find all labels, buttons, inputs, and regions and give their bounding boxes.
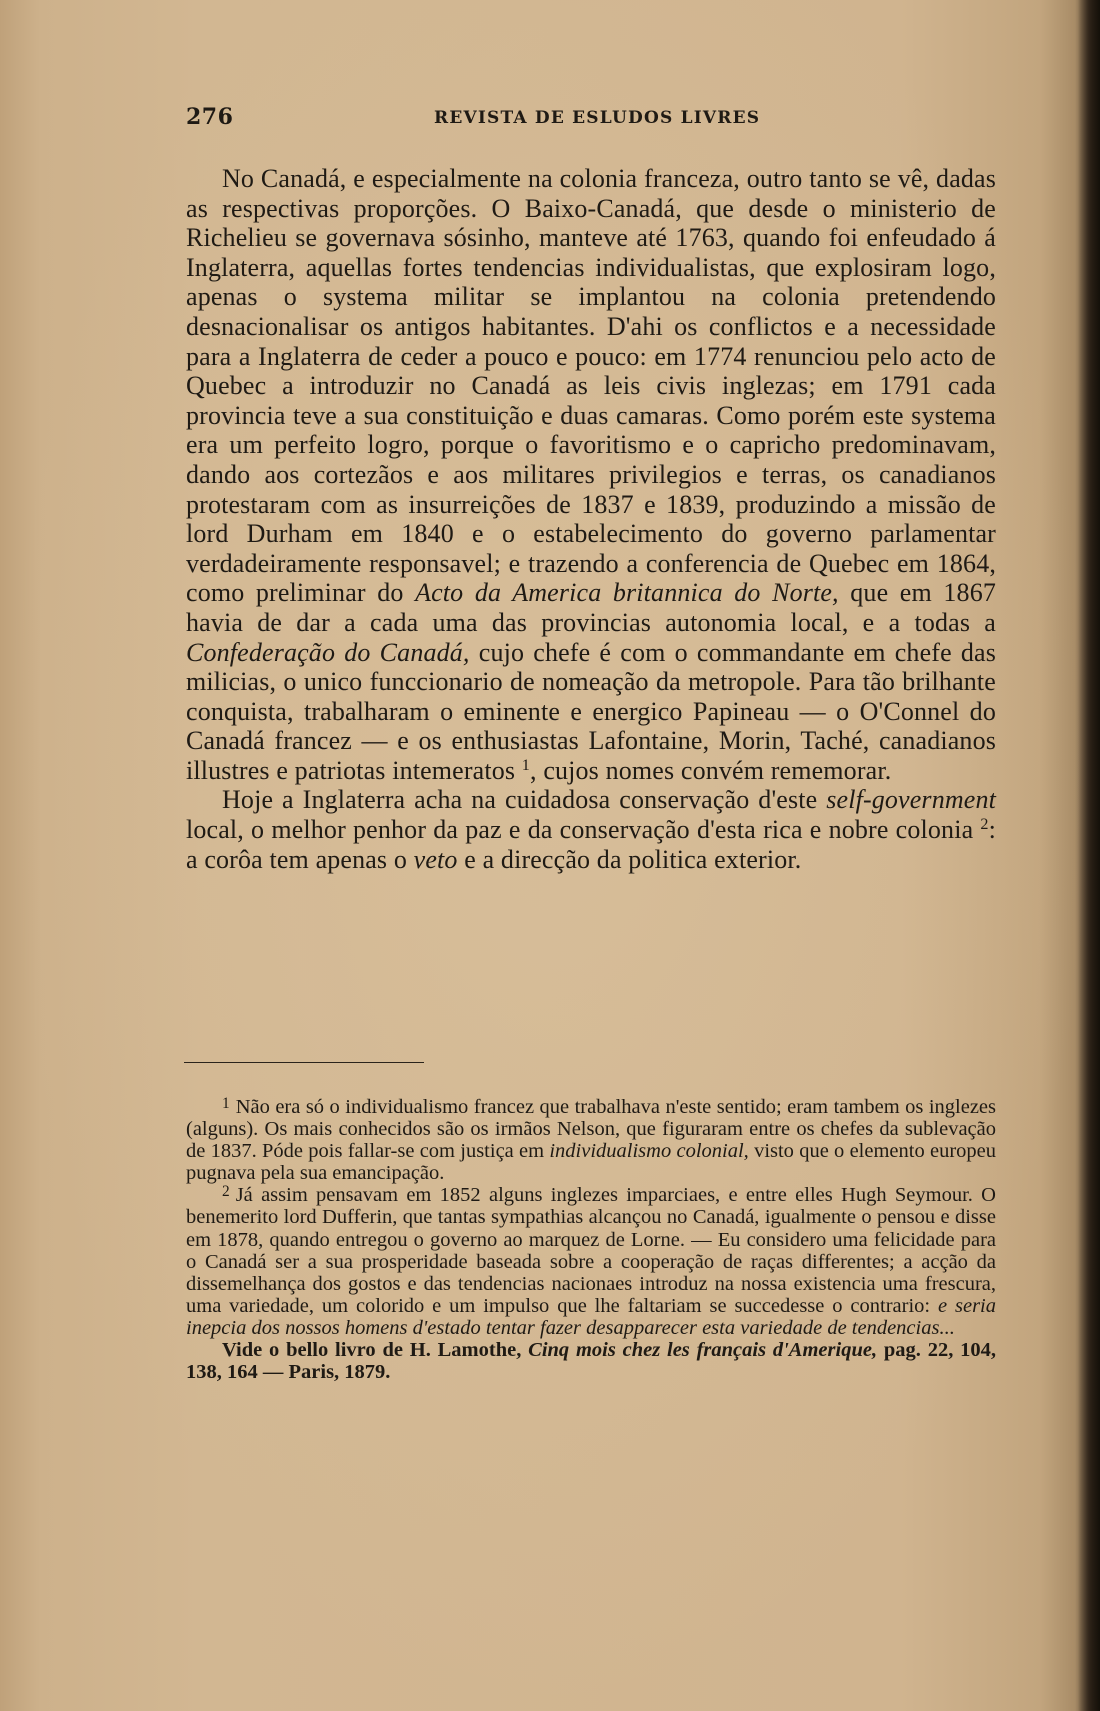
footnote-ref-1[interactable]: 1 [521,757,531,775]
footnote-2-italic-quote: e seria inepcia dos nossos homens d'estado tentar fazer desapparecer esta variedade de tendencias... [186,1294,996,1339]
p2-text-c: : a corôa tem apenas o [186,815,996,874]
footnote-1-mark: 1 [222,1094,230,1112]
footnote-1-text-b: visto que o elemento europeu pugnava pela sua emancipação. [186,1140,996,1185]
body-text [186,164,996,874]
footnote-1-text-a: Não era só o individualismo francez que trabalhava n'este sentido; eram tambem os inglezes (alguns). Os mais conhecidos são os irmãos Nelson, que figuraram entre os chefes da sublevação de 1837. Póde pois fallar-se com justiça em [186,1096,996,1163]
footnotes [186,1096,996,1383]
footnote-1-italic: individualismo colonial, [549,1140,749,1163]
p2-italic-self-government: self-government [826,785,996,815]
footnote-2-italic-book: Cinq mois chez les français d'Amerique, [528,1339,878,1362]
p1-text-a: No Canadá, e especialmente na colonia franceza, outro tanto se vê, dadas as respectivas proporções. O Baixo-Canadá, que desde o ministerio de Richelieu se governava sósinho, manteve até 1763, quando foi enfeudado á Inglaterra, aquellas fortes tendencias individualistas, que explosiram logo, apenas o systema militar se implantou na colonia pretendendo desnacionalisar os antigos habitantes. D'ahi os conflictos e a necessidade para a Inglaterra de ceder a pouco e pouco: em 1774 renunciou pelo acto de Quebec a introduzir no Canadá as leis civis inglezas; em 1791 cada provincia teve a sua constituição e duas camaras. Como porém este systema era um perfeito logro, porque o favoritismo e o capricho predominavam, dando aos cortezãos e aos militares privilegios e terras, os canadianos protestaram com as insurreições de 1837 e 1839, produzindo a missão de lord Durham em 1840 e o estabelecimento do governo parlamentar verdadeiramente responsavel; e trazendo a conferencia de Quebec em 1864, como preliminar do [186,164,996,608]
footnote-2-reference [186,1339,996,1383]
footnote-ref-2[interactable]: 2 [980,816,989,834]
p2-italic-veto: veto [413,844,458,874]
footnote-1 [186,1096,996,1184]
p2-text-d: e a direcção da politica exterior. [464,844,802,874]
running-head [186,104,1000,134]
p1-text-b: que em 1867 havia de dar a cada uma das provincias autonomia local, e a todas a [186,578,996,637]
p1-italic-act: Acto da America britannica do Norte, [415,578,839,608]
footnote-2 [186,1184,996,1339]
p1-italic-confederation: Confederação do Canadá, [186,637,470,667]
p1-text-d: , cujos nomes convém rememorar. [530,755,892,785]
paragraph-2 [186,785,996,874]
paragraph-1 [186,164,996,785]
p2-text-a: Hoje a Inglaterra acha na cuidadosa conservação d'este [222,785,818,815]
spine-shadow [1078,0,1100,1711]
journal-title: REVISTA DE ESLUDOS LIVRES [434,108,761,128]
p1-text-c: cujo chefe é com o commandante em chefe das milicias, o unico funccionario de nomeação da metropole. Para tão brilhante conquista, trabalharam o eminente e energico Papineau — o O'Connel do Canadá francez — e os enthusiastas Lafontaine, Morin, Taché, canadianos illustres e patriotas intemeratos [186,637,997,785]
footnote-2-text-d: pag. 22, 104, 138, 164 — Paris, 1879. [186,1339,997,1384]
footnote-2-text-c: Vide o bello livro de H. Lamothe, [222,1339,522,1362]
footnote-rule [184,1062,424,1063]
footnote-2-mark: 2 [222,1183,230,1200]
page-number: 276 [186,104,234,130]
p2-text-b: local, o melhor penhor da paz e da conservação d'esta rica e nobre colonia [186,815,974,845]
footnote-2-text-a: Já assim pensavam em 1852 alguns inglezes imparciaes, e entre elles Hugh Seymour. O benemerito lord Dufferin, que tantas sympathias alcançou no Canadá, igualmente o pensou e disse em 1878, quando entregou o governo ao marquez de Lorne. — Eu considero uma felicidade para o Canadá ser a sua prosperidade baseada sobre a cooperação de raças differentes; a acção da dissemelhança dos gostos e das tendencias nacionaes introduz na nossa existencia uma frescura, uma variedade, um colorido e um impulso que lhe faltariam se succedesse o contrario: [186,1184,996,1317]
